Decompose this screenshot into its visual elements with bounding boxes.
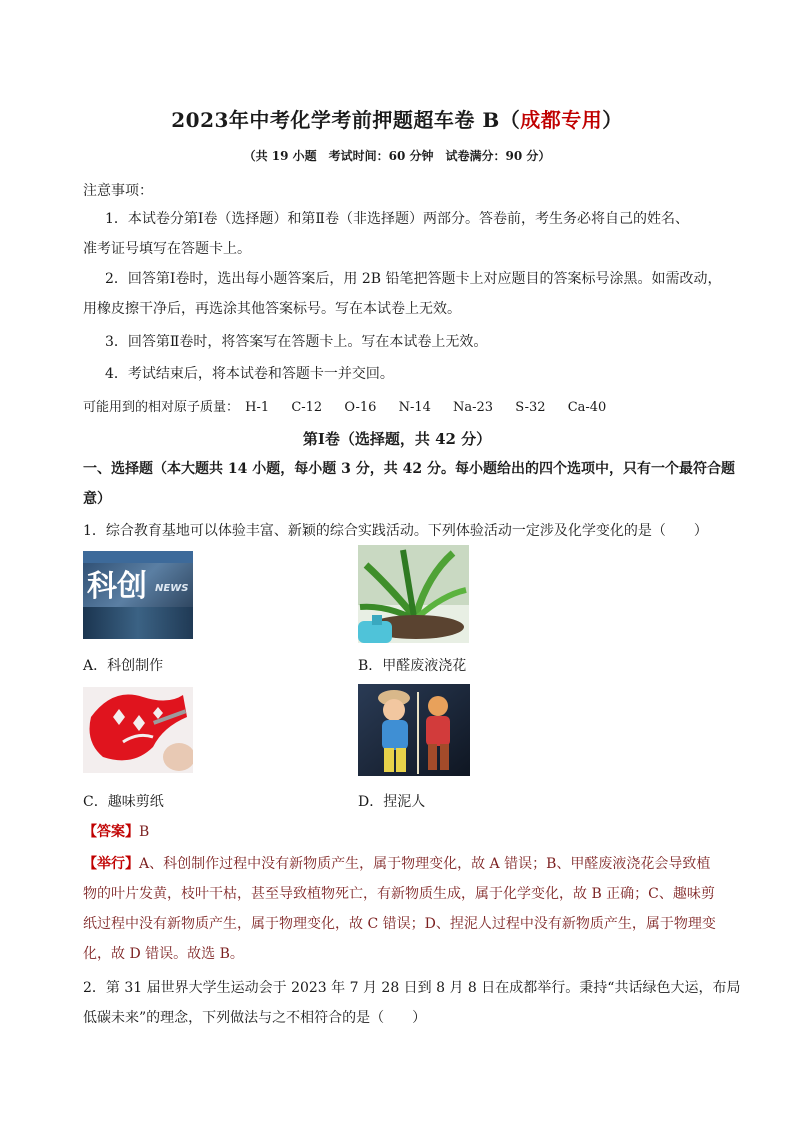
atomic-mass-label: 可能用到的相对原子质量：: [83, 400, 240, 415]
option-c-label: C．趣味剪纸: [83, 794, 164, 810]
option-a-image-floor: [83, 607, 193, 639]
q1-stem: 1．综合教育基地可以体验丰富、新颖的综合实践活动。下列体验活动一定涉及化学变化的是（ ）: [83, 523, 708, 539]
atomic-mass-s: S-32: [515, 400, 546, 415]
title-main: 2023年中考化学考前押题超车卷 B（: [171, 108, 521, 132]
option-d-image: [358, 684, 470, 776]
atomic-mass-na: Na-23: [453, 400, 494, 415]
notice-heading: 注意事项：: [83, 183, 153, 199]
option-a-label: A．科创制作: [83, 658, 164, 674]
notice-item-1-line-2: 准考证号填写在答题卡上。: [83, 241, 251, 257]
q1-analysis-line-2: 物的叶片发黄，枝叶干枯，甚至导致植物死亡，有新物质生成，属于化学变化，故 B 正确；C、趣味剪: [83, 886, 715, 902]
notice-item-4: 4．考试结束后，将本试卷和答题卡一并交回。: [105, 366, 394, 382]
q1-analysis-line-1: [83, 853, 710, 873]
answer-value: B: [139, 824, 150, 840]
notice-item-1-line-1: 1．本试卷分第Ⅰ卷（选择题）和第Ⅱ卷（非选择题）两部分。答卷前，考生务必将自己的姓名、: [105, 211, 689, 227]
section-1-heading: 第Ⅰ卷（选择题，共 42 分）: [302, 430, 492, 448]
option-b-image: [358, 545, 469, 643]
notice-item-2-line-1: 2．回答第Ⅰ卷时，选出每小题答案后，用 2B 铅笔把答题卡上对应题目的答案标号涂黑。如需改动，: [105, 271, 722, 287]
title-region: 成都专用: [520, 108, 603, 132]
q2-stem-line-1: 2．第 31 届世界大学生运动会于 2023 年 7 月 28 日到 8 月 8 日在成都举行。秉持“共话绿色大运，布局: [83, 980, 741, 996]
q2-stem-line-2: 低碳未来”的理念，下列做法与之不相符合的是（ ）: [83, 1010, 427, 1026]
option-c-image: [83, 687, 193, 773]
option-d-label: D．捏泥人: [358, 794, 426, 810]
q1-analysis-line-4: 化，故 D 错误。故选 B。: [83, 946, 244, 962]
atomic-mass-line: [83, 396, 624, 415]
atomic-mass-ca: Ca-40: [567, 400, 607, 415]
answer-label: 【答案】: [83, 824, 139, 840]
atomic-mass-c: C-12: [291, 400, 323, 415]
section-1-intro-line-1: 一、选择题（本大题共 14 小题，每小题 3 分，共 42 分。每小题给出的四个选项中，只有一个最符合题: [83, 461, 735, 477]
atomic-mass-o: O-16: [344, 400, 377, 415]
analysis-label: 【举行】: [83, 856, 139, 872]
option-a-image: [83, 551, 193, 639]
option-a-image-sub: NEWS: [155, 583, 189, 594]
notice-item-3: 3．回答第Ⅱ卷时，将答案写在答题卡上。写在本试卷上无效。: [105, 334, 488, 350]
q1-analysis-line-3: 纸过程中没有新物质产生，属于物理变化，故 C 错误；D、捏泥人过程中没有新物质产生，属于物理变: [83, 916, 716, 932]
page-title: [0, 104, 794, 133]
atomic-mass-n: N-14: [398, 400, 431, 415]
q1-answer: [83, 821, 149, 841]
option-a-image-text: 科创: [87, 569, 147, 604]
atomic-mass-h: H-1: [245, 400, 270, 415]
title-end: ）: [602, 108, 623, 132]
exam-info: （共 19 小题 考试时间：60 分钟 试卷满分：90 分）: [243, 149, 551, 163]
section-1-intro-line-2: 意）: [83, 491, 111, 507]
analysis-text-1: A、科创制作过程中没有新物质产生，属于物理变化，故 A 错误；B、甲醛废液浇花会导致植: [139, 856, 711, 872]
option-b-label: B．甲醛废液浇花: [358, 658, 467, 674]
notice-item-2-line-2: 用橡皮擦干净后，再选涂其他答案标号。写在本试卷上无效。: [83, 301, 461, 317]
